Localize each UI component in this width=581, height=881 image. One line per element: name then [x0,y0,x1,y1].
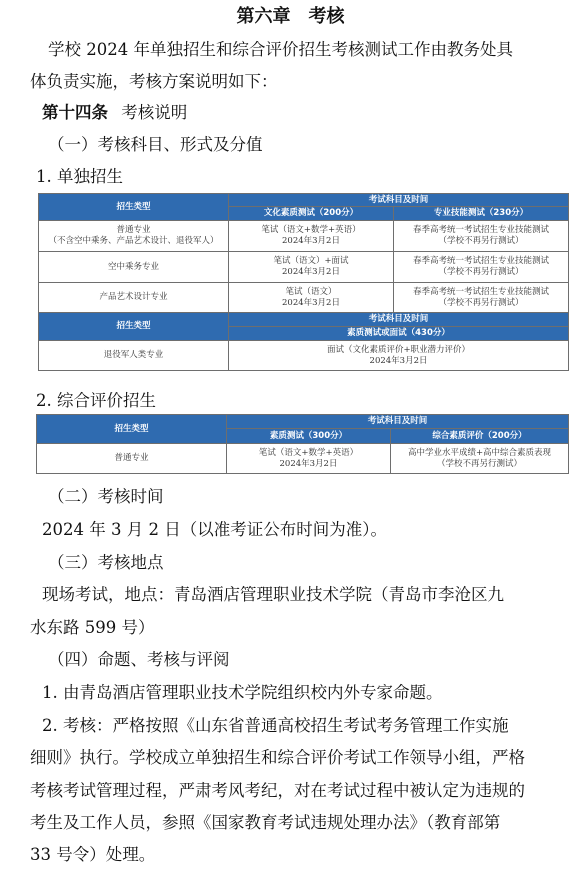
table-header-type: 招生类型 [39,194,229,221]
intro-paragraph-line-2: 体负责实施，考核方案说明如下： [30,72,278,91]
table-row [39,283,569,313]
chapter-title: 第六章 考核 [236,6,345,27]
table-header-culture: 文化素质测试（200分） [229,207,394,221]
table-row [39,252,569,283]
table-cell-culture: 笔试（语文）+面试 2024年3月2日 [229,252,394,283]
table-cell-skill: 春季高考统一考试招生专业技能测试 （学校不再另行测试） [394,221,569,252]
article-14-number: 第十四条 [42,103,108,122]
table-row [39,341,569,371]
subsection-2-heading: 2. 综合评价招生 [36,391,156,410]
table-cell-type: 产品艺术设计专业 [39,283,229,313]
item-2-line-1: 2. 考核：严格按照《山东省普通高校招生考试考务管理工作实施 [42,716,509,735]
intro-paragraph-line-1: 学校 2024 年单独招生和综合评价招生考核测试工作由教务处具 [48,40,513,59]
table-cell-culture: 笔试（语文+数学+英语） 2024年3月2日 [229,221,394,252]
section-4-heading: （四）命题、考核与评阅 [48,650,230,669]
table-header-subjects: 考试科目及时间 [229,194,569,207]
table-header-type-2: 招生类型 [39,313,229,341]
item-1-text: 1. 由青岛酒店管理职业技术学院组织校内外专家命题。 [42,683,443,702]
table-header-quality: 素质测试（300分） [227,429,391,444]
item-2-line-4: 考生及工作人员，参照《国家教育考试违规处理办法》（教育部第 [30,813,501,832]
table-header-subjects: 考试科目及时间 [227,415,569,429]
table-header-quality: 素质测试或面试（430分） [229,327,569,341]
exam-time-text: 2024 年 3 月 2 日（以准考证公布时间为准）。 [42,520,387,539]
table-header-skill: 专业技能测试（230分） [394,207,569,221]
item-2-line-3: 考核考试管理过程，严肃考风考纪，对在考试过程中被认定为违规的 [30,781,525,800]
article-14-title: 考核说明 [121,103,188,122]
table-cell-type: 普通专业 [37,444,227,474]
table-cell-comprehensive: 高中学业水平成绩+高中综合素质表现 （学校不再另行测试） [391,444,569,474]
location-line-2: 水东路 599 号） [30,618,155,637]
article-14-heading [42,101,187,125]
table-cell-quality: 笔试（语文+数学+英语） 2024年3月2日 [227,444,391,474]
table-cell-type: 退役军人类专业 [39,341,229,371]
table-header-subjects-2: 考试科目及时间 [229,313,569,327]
table-cell-skill: 春季高考统一考试招生专业技能测试 （学校不再另行测试） [394,252,569,283]
table-cell-type: 空中乘务专业 [39,252,229,283]
single-admission-table [38,193,569,371]
item-2-line-2: 细则》执行。学校成立单独招生和综合评价考试工作领导小组，严格 [30,748,525,767]
table-cell-culture: 笔试（语文） 2024年3月2日 [229,283,394,313]
table-cell-skill: 春季高考统一考试招生专业技能测试 （学校不再另行测试） [394,283,569,313]
subsection-1-heading: 1. 单独招生 [36,167,123,186]
table-cell-interview: 面试（文化素质评价+职业潜力评价） 2024年3月2日 [229,341,569,371]
table-row [39,221,569,252]
table-cell-type: 普通专业 （不含空中乘务、产品艺术设计、退役军人） [39,221,229,252]
table-row [37,444,569,474]
location-line-1: 现场考试，地点：青岛酒店管理职业技术学院（青岛市李沧区九 [42,585,504,604]
comprehensive-admission-table [36,414,569,474]
table-header-type: 招生类型 [37,415,227,444]
section-1-heading: （一）考核科目、形式及分值 [48,135,263,154]
item-2-line-5: 33 号令）处理。 [30,845,156,864]
section-2-heading: （二）考核时间 [48,487,164,506]
table-header-comprehensive: 综合素质评价（200分） [391,429,569,444]
section-3-heading: （三）考核地点 [48,553,164,572]
